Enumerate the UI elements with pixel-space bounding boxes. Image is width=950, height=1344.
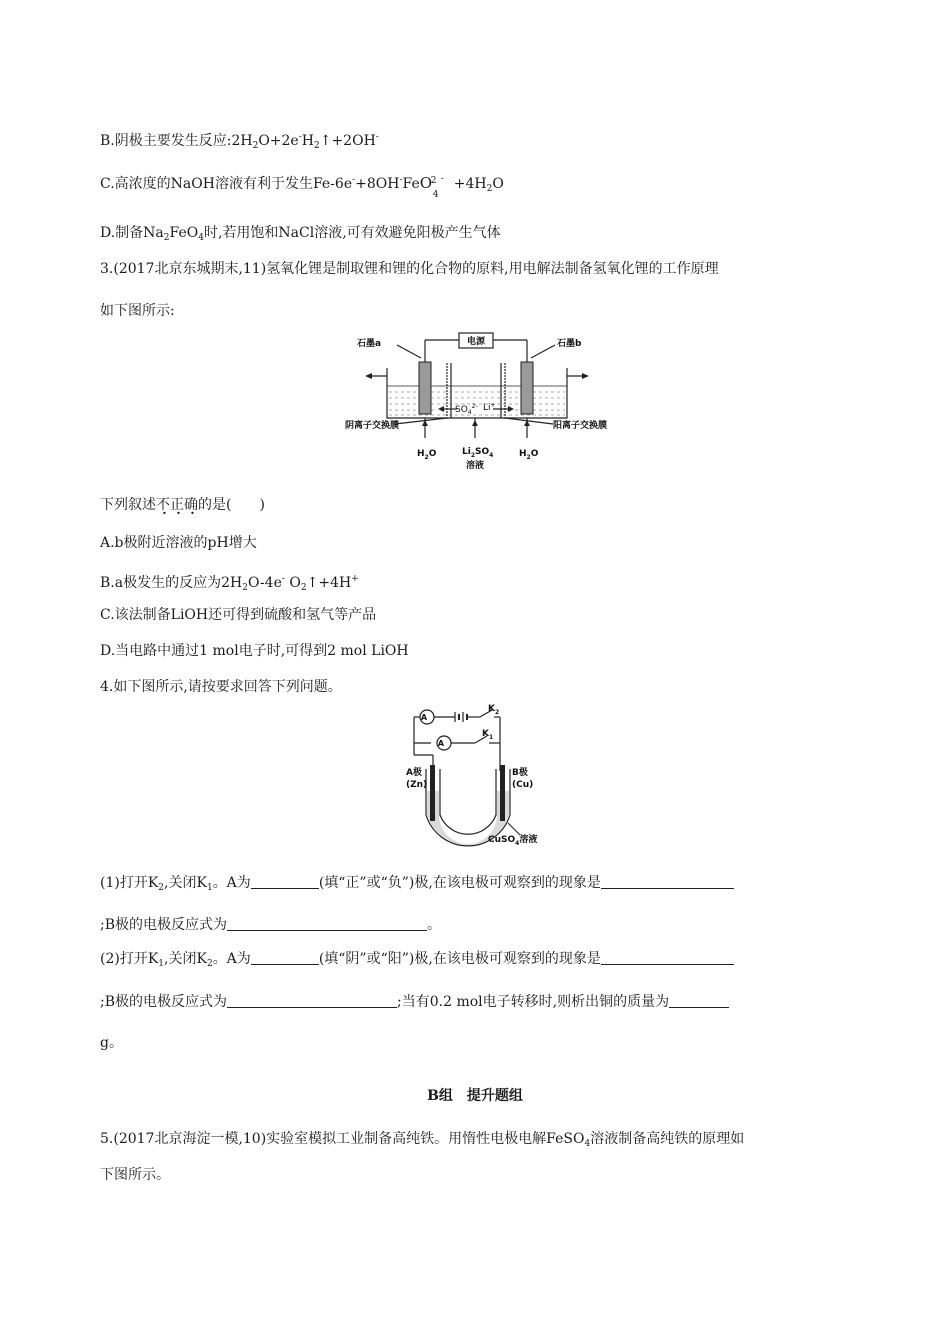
q2-option-d: D.制备$Na_2FeO_4$时,若用饱和NaCl溶液,可有效避免阳极产生气体 bbox=[100, 225, 501, 243]
ammeter-1-label: A bbox=[420, 713, 428, 722]
q2-option-b: B.阴极主要发生反应$:2H_2O+2e^-H_2↑+2OH^-$ bbox=[100, 132, 379, 151]
ferrate-ion: O 2 - 4 bbox=[419, 174, 444, 200]
answer-blank[interactable] bbox=[227, 993, 397, 1008]
q3-stem-line2: 如下图所示: bbox=[100, 303, 175, 319]
answer-blank[interactable] bbox=[601, 950, 734, 965]
cu-electrode bbox=[500, 765, 505, 821]
cation-membrane-label: 阳离子交换膜 bbox=[553, 421, 608, 431]
lithium-ion-label: Li+ bbox=[483, 402, 496, 413]
u-tube-figure bbox=[400, 703, 550, 853]
zn-electrode bbox=[430, 765, 435, 821]
q3-option-a: A.b极附近溶液的pH增大 bbox=[100, 535, 257, 551]
ammeter-2-label: A bbox=[437, 739, 445, 748]
q3-stem-line1: 3.(2017北京东城期末,11)氢氧化锂是制取锂和锂的化合物的原料,用电解法制备氢氧化锂的工作原理 bbox=[100, 261, 719, 277]
q3-option-d: D.当电路中通过1 mol电子时,可得到2 mol LiOH bbox=[100, 643, 409, 659]
answer-blank[interactable] bbox=[251, 950, 319, 965]
power-label: 电源 bbox=[466, 337, 486, 347]
q4-part2-line2: ;B极的电极反应式为 ;当有0.2 mol电子转移时,则析出铜的质量为 bbox=[100, 992, 729, 1012]
b-electrode-label: B极 bbox=[512, 768, 528, 778]
q3-question: 下列叙述不正确的是( ) bbox=[100, 497, 265, 513]
a-electrode-label: A极 bbox=[406, 768, 422, 778]
water-right-label: $H_2O$ bbox=[519, 449, 539, 461]
answer-blank[interactable] bbox=[227, 916, 427, 931]
water-left-label: $H_2O$ bbox=[417, 449, 437, 461]
q4-stem: 4.如下图所示,请按要求回答下列问题。 bbox=[100, 679, 342, 695]
q4-part2-line1: (2)打开$K_1$,关闭$K_2$。A为 (填“阴”或“阳”)极,在该电极可观察到的现象是 bbox=[100, 949, 734, 974]
graphite-electrode-a bbox=[419, 362, 431, 414]
answer-blank[interactable] bbox=[601, 874, 734, 889]
cuso4-label: CuSO$_4$溶液 bbox=[488, 835, 538, 847]
electrode-b-label: 石墨b bbox=[557, 339, 582, 349]
answer-blank[interactable] bbox=[669, 993, 729, 1008]
li2so4-label: $Li_2SO_4$ bbox=[462, 447, 494, 459]
electrode-a-label: 石墨a bbox=[357, 339, 382, 349]
electrolysis-cell-figure bbox=[345, 330, 635, 475]
q3-option-c: C.该法制备LiOH还可得到硫酸和氢气等产品 bbox=[100, 607, 377, 623]
sulfate-ion-label: $SO_4^{2-}$ bbox=[455, 403, 478, 416]
q3-option-b: B.a极发生的反应为$2H_2O-4e^-$ $O_2↑+4H^+$ bbox=[100, 574, 359, 593]
b-electrode-metal: (Cu) bbox=[512, 780, 534, 790]
q5-stem-line2: 下图所示。 bbox=[100, 1167, 170, 1183]
q2-option-c: C.高浓度的NaOH溶液有利于发生Fe-6e-+8OH-Fe O 2 - 4 $+4H_2O$ bbox=[100, 174, 504, 200]
a-electrode-metal: (Zn) bbox=[406, 780, 428, 790]
q5-stem-line1: 5.(2017北京海淀一模,10)实验室模拟工业制备高纯铁。用惰性电极电解FeSO$_4$溶液制备高纯铁的原理如 bbox=[100, 1131, 745, 1149]
answer-blank[interactable] bbox=[251, 874, 319, 889]
anion-membrane-label: 阴离子交换膜 bbox=[345, 421, 400, 431]
q4-part2-line3: g。 bbox=[100, 1035, 123, 1051]
switch-k1-label: $K_1$ bbox=[482, 729, 494, 741]
graphite-electrode-b bbox=[521, 362, 533, 414]
section-b-heading: B组 提升题组 bbox=[427, 1088, 523, 1104]
q4-part1-line1: (1)打开$K_2$,关闭$K_1$。A为 (填“正”或“负”)极,在该电极可观察到的现象是 bbox=[100, 873, 734, 898]
solution-label: 溶液 bbox=[466, 461, 485, 471]
switch-k2-label: $K_2$ bbox=[488, 704, 500, 716]
q4-part1-line2: ;B极的电极反应式为 。 bbox=[100, 917, 442, 933]
